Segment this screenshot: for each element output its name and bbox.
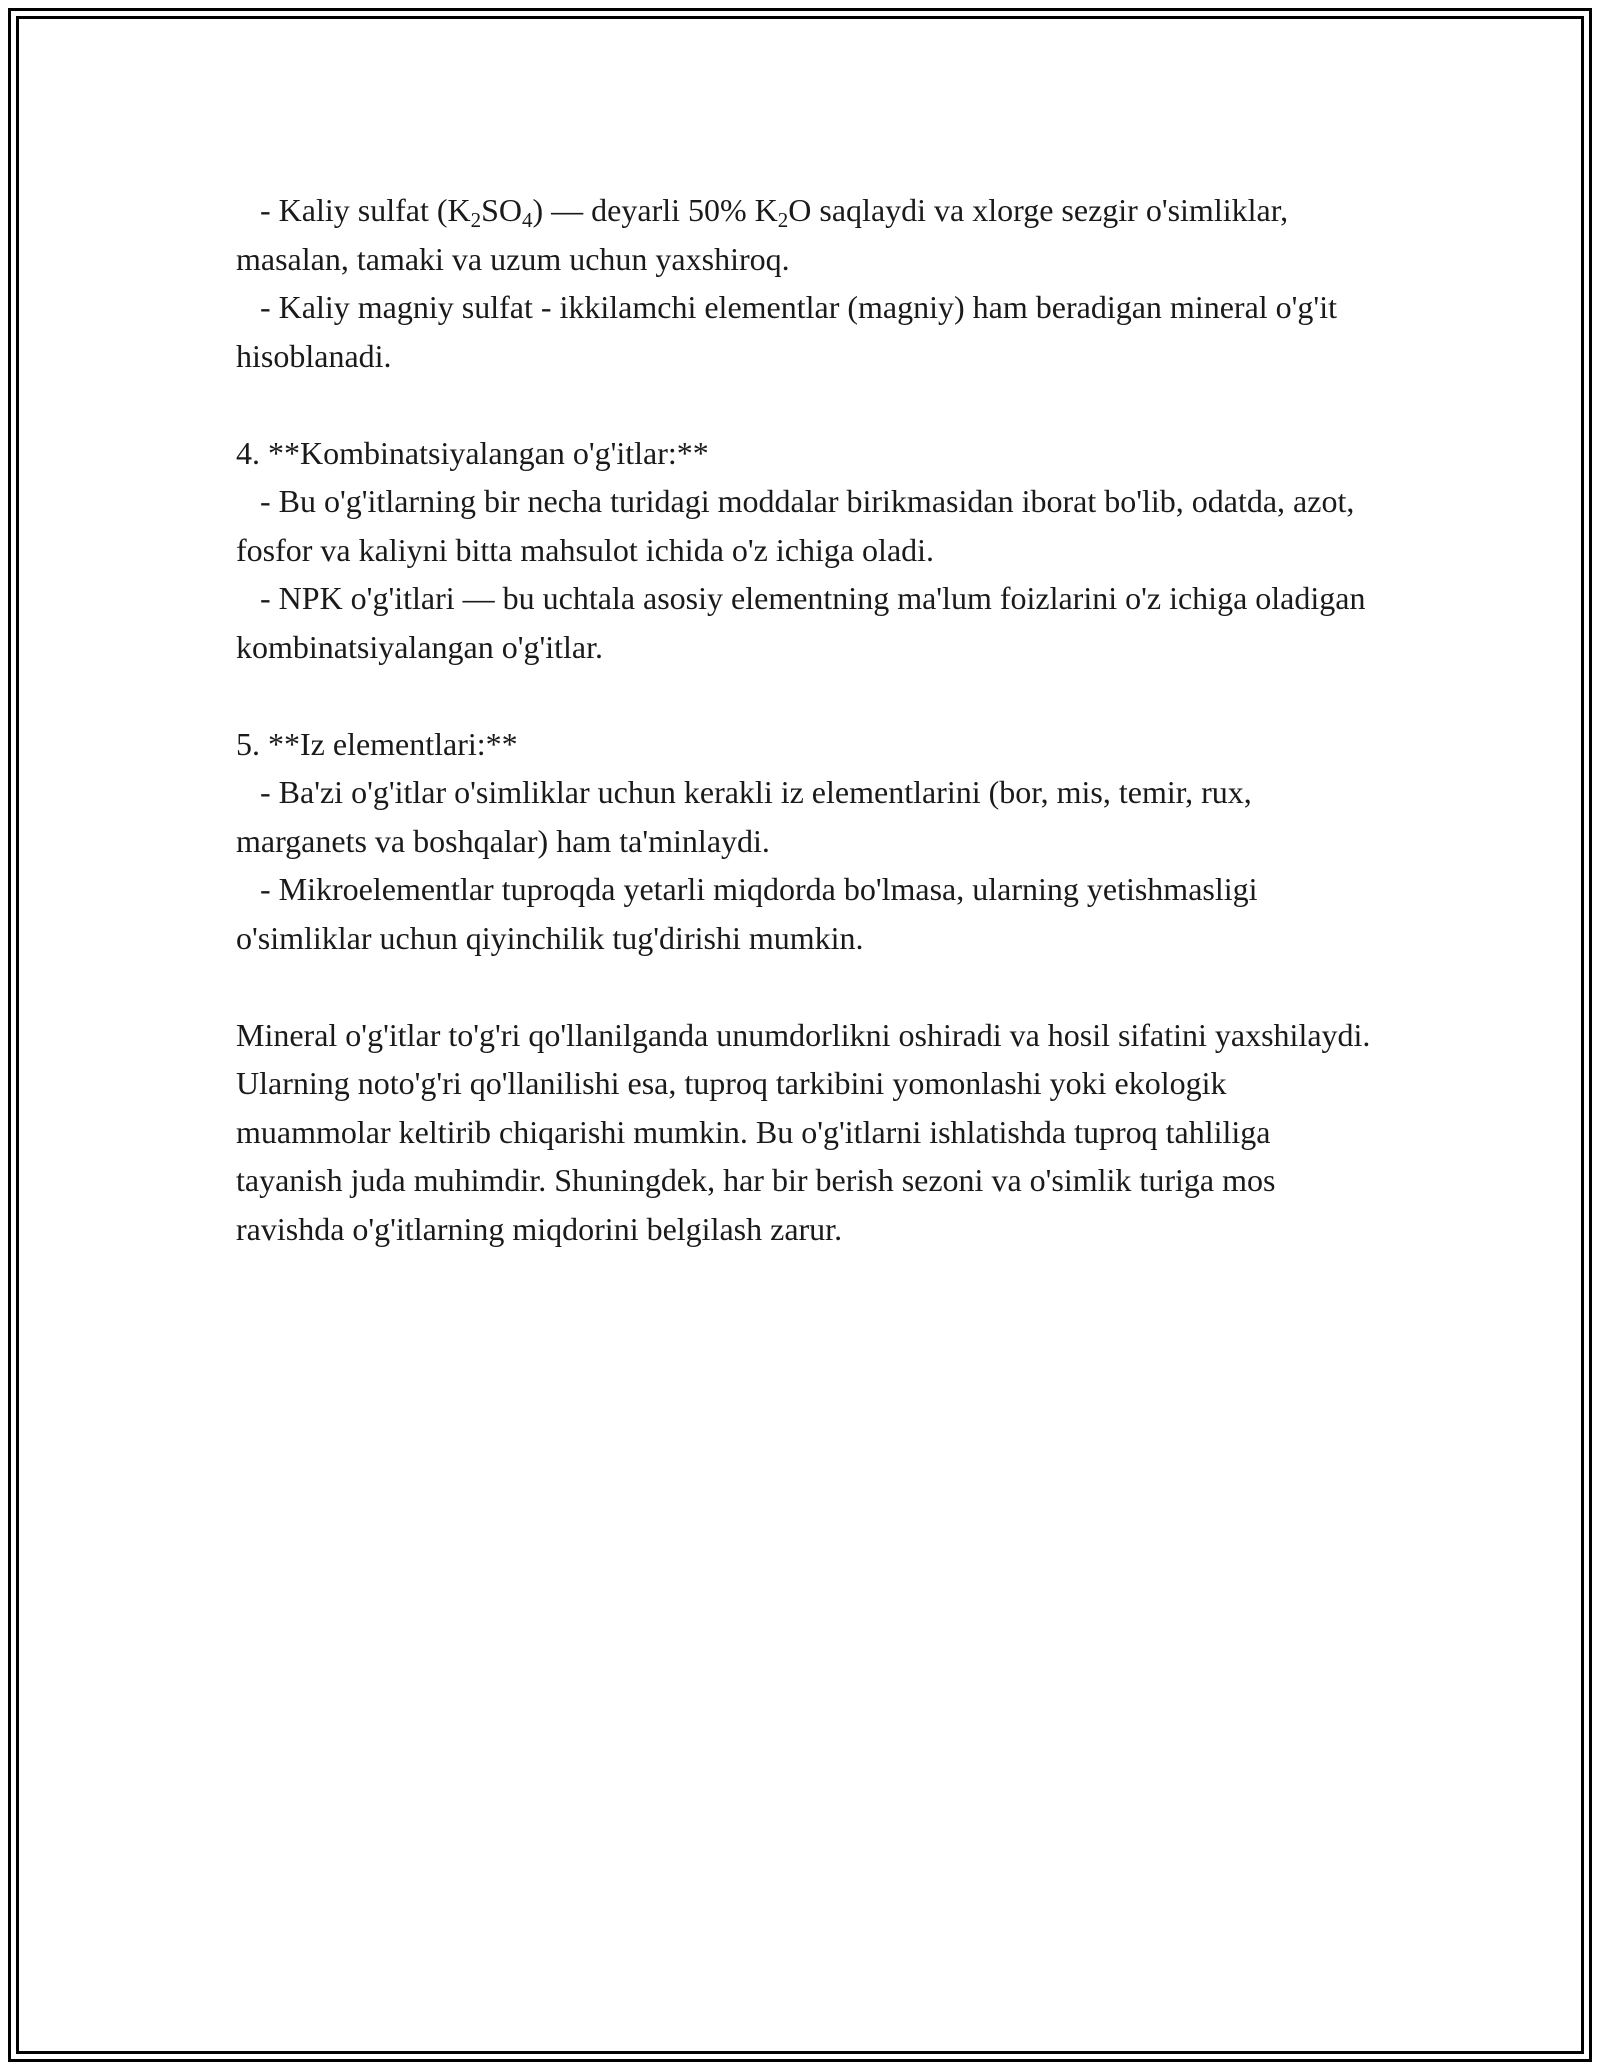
subscript: 2 (777, 208, 789, 232)
text-run: ) — deyarli 50% K (532, 192, 778, 228)
text-run: - Kaliy sulfat (K (236, 192, 471, 228)
subscript: 2 (470, 208, 482, 232)
text-run: - Mikroelementlar tuproqda yetarli miqdorda bo'lmasa, ularning yetishmasligi o'simliklar uchun qiyinchilik tug'dirishi mumkin. (236, 871, 1266, 956)
paragraph-gap (236, 962, 1376, 1011)
paragraph (236, 768, 1376, 865)
text-run: - Bu o'g'itlarning bir necha turidagi moddalar birikmasidan iborat bo'lib, odatda, azot, fosfor va kaliyni bitta mahsulot ichida o'z ichiga oladi. (236, 483, 1363, 568)
text-run: - Kaliy magniy sulfat - ikkilamchi elementlar (magniy) ham beradigan mineral o'g'it hisoblanadi. (236, 289, 1345, 374)
paragraph-gap (236, 671, 1376, 720)
subscript: 4 (522, 208, 533, 232)
text-run: Mineral o'g'itlar to'g'ri qo'llanilganda unumdorlikni oshiradi va hosil sifatini yaxshilaydi. Ularning noto'g'ri qo'llanilishi esa, tuproq tarkibini yomonlashi yoki ekologik muammolar keltirib chiqarishi mumkin. Bu o'g'itlarni ishlatishda tuproq tahliliga tayanish juda muhimdir. Shuningdek, har bir berish sezoni va o'simlik turiga mos ravishda o'g'itlarning miqdorini belgilash zarur. (236, 1016, 1379, 1247)
paragraph-gap (236, 380, 1376, 429)
paragraph (236, 283, 1376, 380)
paragraph (236, 186, 1376, 283)
paragraph (236, 477, 1376, 574)
paragraph (236, 574, 1376, 671)
text-run: O saqlaydi va xlorge sezgir o'simliklar, masalan, tamaki va uzum uchun yaxshiroq. (236, 192, 1297, 277)
paragraph (236, 720, 1376, 769)
text-run: - Ba'zi o'g'itlar o'simliklar uchun kerakli iz elementlarini (bor, mis, temir, rux, marganets va boshqalar) ham ta'minlaydi. (236, 774, 1260, 859)
text-run: - NPK o'g'itlari — bu uchtala asosiy elementning ma'lum foizlarini o'z ichiga oladigan kombinatsiyalangan o'g'itlar. (236, 580, 1374, 665)
paragraph (236, 1011, 1379, 1254)
text-run: 5. **Iz elementlari:** (236, 725, 518, 762)
paragraph (236, 865, 1376, 962)
text-run: SO (481, 192, 523, 228)
paragraph (236, 429, 1376, 478)
text-run: 4. **Kombinatsiyalangan o'g'itlar:** (236, 434, 709, 471)
document-body (236, 186, 1379, 1253)
